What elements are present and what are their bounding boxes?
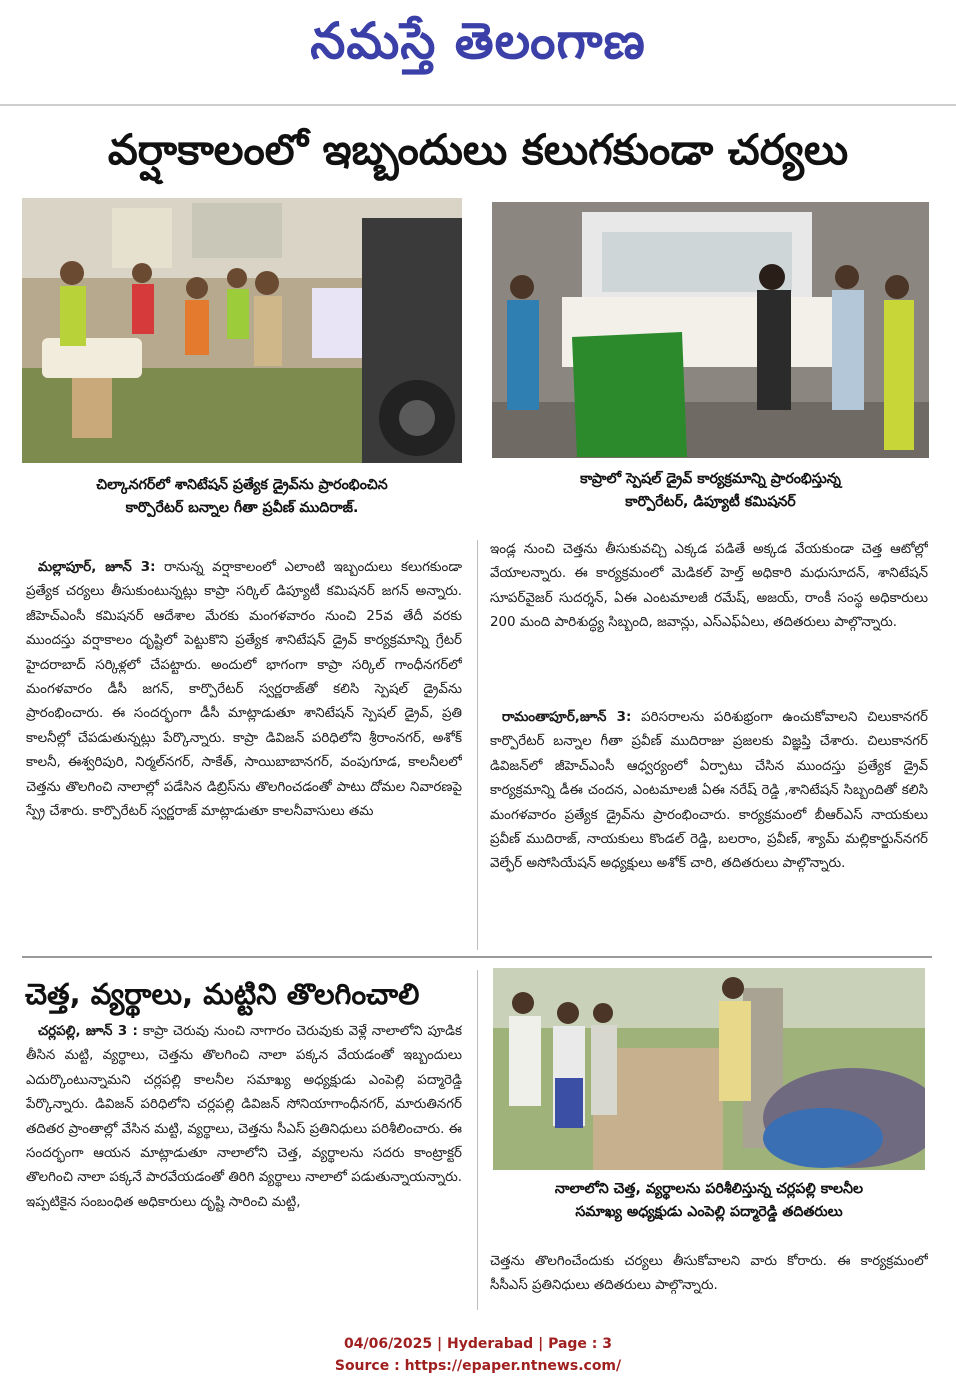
story3-subhead: చెత్త, వ్యర్థాలు, మట్టిని తొలగించాలి [25,977,420,1011]
masthead [0,0,956,100]
caption-line: కాప్రాలో స్పెషల్ డ్రైవ్ కార్యక్రమాన్ని ప్రారంభిస్తున్న [580,471,841,487]
masthead-rule [0,104,956,106]
story3-dateline: చర్లపల్లి, జూన్ 3 : [38,1024,138,1039]
story1-body-left: రానున్న వర్షాకాలంలో ఎలాంటి ఇబ్బందులు కలుగకుండా ప్రత్యేక చర్యలు తీసుకుంటున్నట్లు కాప్రా సర్కిల్ డిప్యూటీ కమిషనర్ జగన్ అన్నారు. జీహెచ్‌ఎంసీ కమిషనర్ ఆదేశాల మేరకు మంగళవారం నుంచి 25వ తేదీ వరకు ముందస్తు వర్షాకాలం దృష్టిలో పెట్టుకొని ప్రత్యేక శానిటేషన్ డ్రైవ్ కార్యక్రమాన్ని గ్రేటర్ హైదరాబాద్ సర్కిళ్లలో చేపట్టారు. అందులో భాగంగా కాప్రా సర్కిల్ గాంధీనగర్‌లో మంగళవారం డీసీ జగన్, కార్పొరేటర్ స్వర్ణరాజ్‌తో కలిసి స్పెషల్ డ్రైవ్‌ను ప్రారంభించారు. ఈ సందర్భంగా డీసీ మాట్లాడుతూ శానిటేషన్ స్పెషల్ డ్రైవ్, ప్రతి కాలనీల్లో చేపడుతున్నట్లు పేర్కొన్నారు. కాప్రా డివిజన్ పరిధిలోని శ్రీరాంనగర్, అశోక్ కాలనీ, ఈశ్వరిపురి, నిర్మల్‌నగర్, సాకేత్, సాయిబాబానగర్, వంపుగూడ, కాలనీలలో చెత్తను తొలగించి నాలాల్లో పడేసిన డిబ్రిస్‌ను తొలగించడంతో పాటు దోమల నివారణపై స్ప్రే చేశారు. కార్పొరేటర్ స్వర్ణరాజ్ మాట్లాడుతూ కాలనీవాసులు తమ [26,560,462,820]
photo-caption-bottom [493,1178,925,1224]
footer-source-link[interactable]: Source : https://epaper.ntnews.com/ [334,1358,622,1374]
story2-dateline: రామంతాపూర్,జూన్ 3: [502,710,632,725]
caption-line: కార్పొరేటర్ బన్నాల గీతా ప్రవీణ్ ముదిరాజ్. [125,500,359,516]
main-headline: వర్షాకాలంలో ఇబ్బందులు కలుగకుండా చర్యలు [107,125,849,174]
story3-body-left: కాప్రా చెరువు నుంచి నాగారం చెరువుకు వెళ్లే నాలాలోని పూడిక తీసిన మట్టి, వ్యర్థాలు, చెత్తను తొలగించి నాలా పక్కన వేయడంతో ఇబ్బందులు ఎదుర్కొంటున్నామని చర్లపల్లి కాలనీల సమాఖ్య అధ్యక్షుడు ఎంపెల్లి పద్మారెడ్డి పేర్కొన్నారు. డివిజన్ పరిధిలోని చర్లపల్లి డివిజన్ సోనియాగాంధీనగర్, మారుతినగర్ తదితర ప్రాంతాల్లో వేసిన మట్టి, వ్యర్థాలు, చెత్తను సీఎస్ ప్రతినిధులు పరిశీలించారు. ఈ సందర్భంగా ఆయన మాట్లాడుతూ నాలాలోని చెత్త, వ్యర్థాలను సదరు కాంట్రాక్టర్ తొలగించి నాలా పక్కనే పారవేయడంతో తిరిగి వ్యర్థాలు నాలాలో పడుతున్నాయన్నారు. ఇప్పటికైన సంబంధిత అధికారులు దృష్టి సారించి మట్టి, [26,1024,462,1210]
column-divider [477,970,478,1310]
column-divider [477,540,478,950]
caption-line: కార్పొరేటర్, డిప్యూటీ కమిషనర్ [625,494,796,510]
caption-line: నాలాలోని చెత్త, వ్యర్థాలను పరిశీలిస్తున్న చర్లపల్లి కాలనీల [554,1181,864,1197]
story3-left-column [26,1020,462,1312]
photo-special-drive-flagoff [492,202,929,458]
caption-line: చిల్కానగర్‌లో శానిటేషన్ ప్రత్యేక డ్రైవ్‌ను ప్రారంభించిన [96,477,388,493]
photo-sanitation-drive [22,198,462,463]
story3-right-column [490,1250,928,1308]
footer-date-edition: 04/06/2025 | Hyderabad | Page : 3 [343,1336,613,1352]
caption-line: సమాఖ్య అధ్యక్షుడు ఎంపెల్లి పద్మారెడ్డి తదితరులు [575,1204,843,1220]
story1-dateline: మల్లాపూర్, జూన్ 3: [38,560,156,575]
story1-left-column [26,556,462,946]
story3-body-right: చెత్తను తొలగించేందుకు చర్యలు తీసుకోవాలని వారు కోరారు. ఈ కార్యక్రమంలో సీసీఎస్ ప్రతినిధులు తదితరులు పాల్గొన్నారు. [490,1254,928,1294]
story1-right-column [490,538,928,708]
newspaper-logo: నమస్తే తెలంగాణ [310,11,646,70]
photo-caption-right [492,468,929,514]
story2-column [490,706,928,950]
story2-body: పరిసరాలను పరిశుభ్రంగా ఉంచుకోవాలని చిలుకానగర్ కార్పొరేటర్ బన్నాల గీతా ప్రవీణ్ ముదిరాజు ప్రజలకు విజ్ఞప్తి చేశారు. చిలుకానగర్ డివిజన్‌లో జీహెచ్‌ఎంసీ ఆధ్వర్యంలో ఏర్పాటు చేసిన ముందస్తు ప్రత్యేక డ్రైవ్ కార్యక్రమాన్ని డీఈ చందన, ఎంటమాలజీ ఏఈ నరేష్ రెడ్డి ,శానిటేషన్ సిబ్బందితో కలిసి మంగళవారం ప్రత్యేక డ్రైవ్‌ను ప్రారంభించారు. కార్యక్రమంలో బీఆర్‌ఎస్ నాయకులు ప్రవీణ్ ముదిరాజ్, నాయకులు కొండల్ రెడ్డి, బలరాం, ప్రవీణ్, శ్యామ్ మల్లికార్జున్‌నగర్ వెల్ఫేర్ అసోసియేషన్ అధ్యక్షులు అశోక్ చారి, తదితరులు పాల్గొన్నారు. [490,710,928,872]
photo-caption-left [22,474,462,520]
photo-nala-inspection [493,968,925,1170]
story1-body-right: ఇండ్ల నుంచి చెత్తను తీసుకువచ్చి ఎక్కడ పడితే అక్కడ వేయకుండా చెత్త ఆటోల్లో వేయాలన్నారు. ఈ కార్యక్రమంలో మెడికల్ హెల్త్ అధికారి మధుసూదన్, శానిటేషన్ సూపర్‌వైజర్ సుదర్శన్, ఏఈ ఎంటమాలజీ రమేష్, అజయ్, రాంకీ సంస్థ అధికారులు 200 మంది పారిశుద్ధ్య సిబ్బంది, జవాన్లు, ఎస్‌ఎఫ్‌ఏలు, తదితరులు పాల్గొన్నారు. [490,542,928,631]
section-divider [22,956,932,958]
